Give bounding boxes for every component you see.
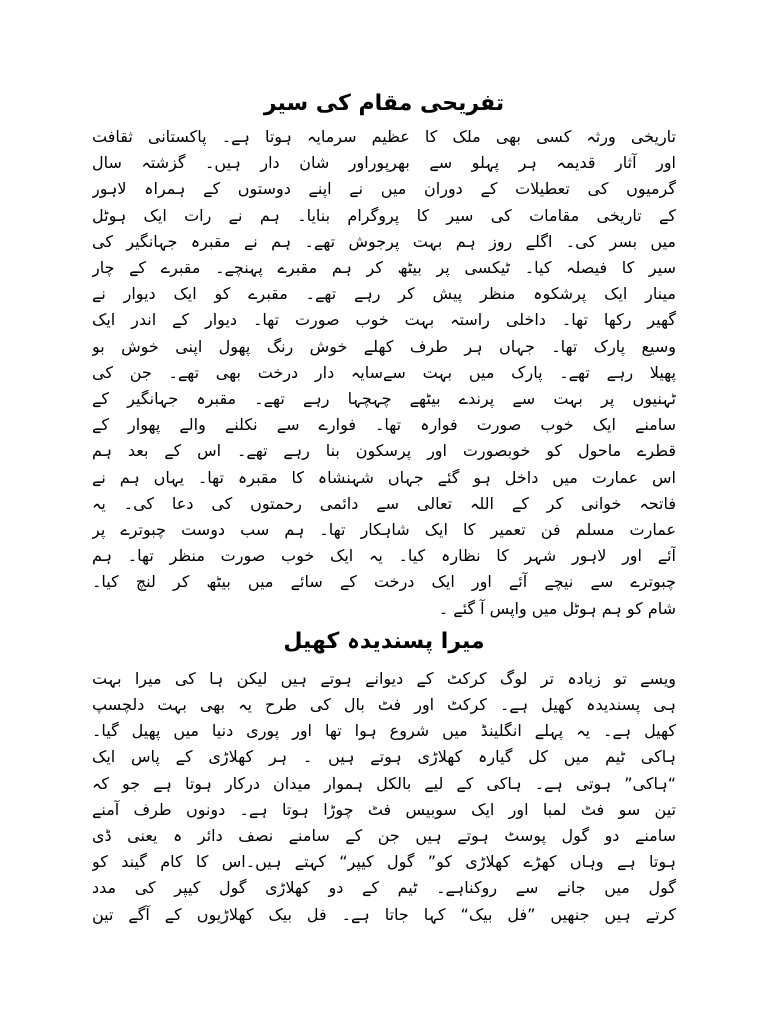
text-line: وسیع پارک تھا۔ جہاں ہر طرف کھلے خوش رنگ پھول اپنی خوش بو (92, 336, 676, 356)
text-line: تین سو فٹ لمبا اور ایک سوبیس فٹ چوڑا ہوتا ہے۔ دونوں طرف آمنے (92, 799, 676, 819)
text-line: قطرے ماحول کو خوبصورت اور پرسکون بنا رہے تھے۔ اس کے بعد ہم (92, 441, 676, 461)
text-line: اور آثار قدیمہ ہر پہلو سے بھرپوراور شان دار ہیں۔ گزشتہ سال (92, 153, 676, 173)
text-line: کرتے ہیں جنھیں ”فل بیک“ کہا جاتا ہے۔ فل بیک کھلاڑیوں کے آگے تین (92, 904, 676, 924)
text-line: کے تاریخی مقامات کی سیر کا پروگرام بنایا۔ ہم نے رات ایک ہوٹل (92, 205, 676, 225)
text-line: ہاکی ٹیم میں کل گیارہ کھلاڑی ہوتے ہیں ۔ ہر کھلاڑی کے پاس ایک (92, 747, 676, 767)
text-line: گرمیوں کی تعطیلات کے دوران میں نے اپنے دوستوں کے ہمراہ لاہور (92, 179, 676, 199)
text-line: فاتحہ خوانی کر کے اللہ تعالی سے دائمی رحمتوں کی دعا کی۔ یہ (92, 493, 676, 513)
text-line: سیر کا فیصلہ کیا۔ ٹیکسی پر بیٹھ کر ہم مقبرے پہنچے۔ مقبرے کے چار (92, 258, 676, 278)
text-line: تاریخی ورثہ کسی بھی ملک کا عظیم سرمایہ ہوتا ہے۔ پاکستانی ثقافت (92, 127, 676, 146)
text-line: ٹہنیوں پر بہت سے پرندے بیٹھے چہچہا رہے تھے۔ مقبرہ جہانگیر کے (92, 389, 676, 409)
text-line: ہی پسندیدہ کھیل ہے۔ کرکٹ اور فٹ بال کی طرح یہ بھی بہت دلچسپ (92, 695, 676, 715)
section-body-trip (92, 124, 676, 622)
text-line: ہوتا ہے وہاں کھڑے کھلاڑی کو” گول کیپر“ کہتے ہیں۔اس کا کام گیند کو (92, 852, 676, 872)
text-line: اس عمارت میں داخل ہو گئے جہاں شہنشاہ کا مقبرہ تھا۔ یہاں ہم نے (92, 467, 676, 487)
text-line: عمارت مسلم فن تعمیر کا ایک شاہکار تھا۔ ہم سب دوست چبوترے پر (92, 520, 676, 540)
section-heading-trip: تفریحی مقام کی سیر (263, 91, 505, 116)
text-line: میں بسر کی۔ اگلے روز ہم بہت پرجوش تھے۔ ہم نے مقبرہ جہانگیر کی (92, 231, 676, 251)
text-line: سامنے دو گول پوسٹ ہوتے ہیں جن کے سامنے نصف دائر ہ یعنی ڈی (92, 826, 676, 846)
text-line: پھیلا رہے تھے۔ پارک میں بہت سےسایہ دار درخت بھی تھے۔ جن کی (92, 362, 676, 382)
text-line: شام کو ہم ہوٹل میں واپس آ گئے ۔ (438, 598, 676, 618)
text-line: گھیر رکھا تھا۔ داخلی راستہ بہت خوب صورت تھا۔ دیوار کے اندر ایک (92, 310, 676, 330)
text-line: گول میں جانے سے روکناہے۔ ٹیم کے دو کھلاڑی گول کیپر کی مدد (92, 878, 676, 898)
text-line: کھیل ہے۔ یہ پہلے انگلینڈ میں شروع ہوا تھا اور پوری دنیا میں پھیل گیا۔ (92, 721, 676, 741)
text-line: مینار ایک پرشکوہ منظر پیش کر رہے تھے۔ مقبرے کو ایک دیوار نے (92, 284, 676, 304)
text-line: سامنے ایک خوب صورت فوارہ تھا۔ فوارے سے نکلنے والے پھوار کے (92, 415, 676, 435)
text-line: “ہاکی” ہوتی ہے۔ ہاکی کے لیے بالکل ہموار میدان درکار ہوتا ہے جو کہ (92, 773, 676, 793)
section-heading-favorite-game: میرا پسندیدہ کھیل (283, 628, 485, 654)
text-line: آئے اور لاہور شہر کا نظارہ کیا۔ یہ ایک خوب صورت منظر تھا۔ ہم (92, 546, 676, 566)
text-line: چبوترے سے نیچے آئے اور ایک درخت کے سائے میں بیٹھ کر لنچ کیا۔ (92, 572, 676, 592)
section-body-favorite-game (92, 666, 676, 928)
text-line: ویسے تو زیادہ تر لوگ کرکٹ کے دیوانے ہوتے ہیں لیکن ہا کی میرا بہت (92, 668, 676, 688)
